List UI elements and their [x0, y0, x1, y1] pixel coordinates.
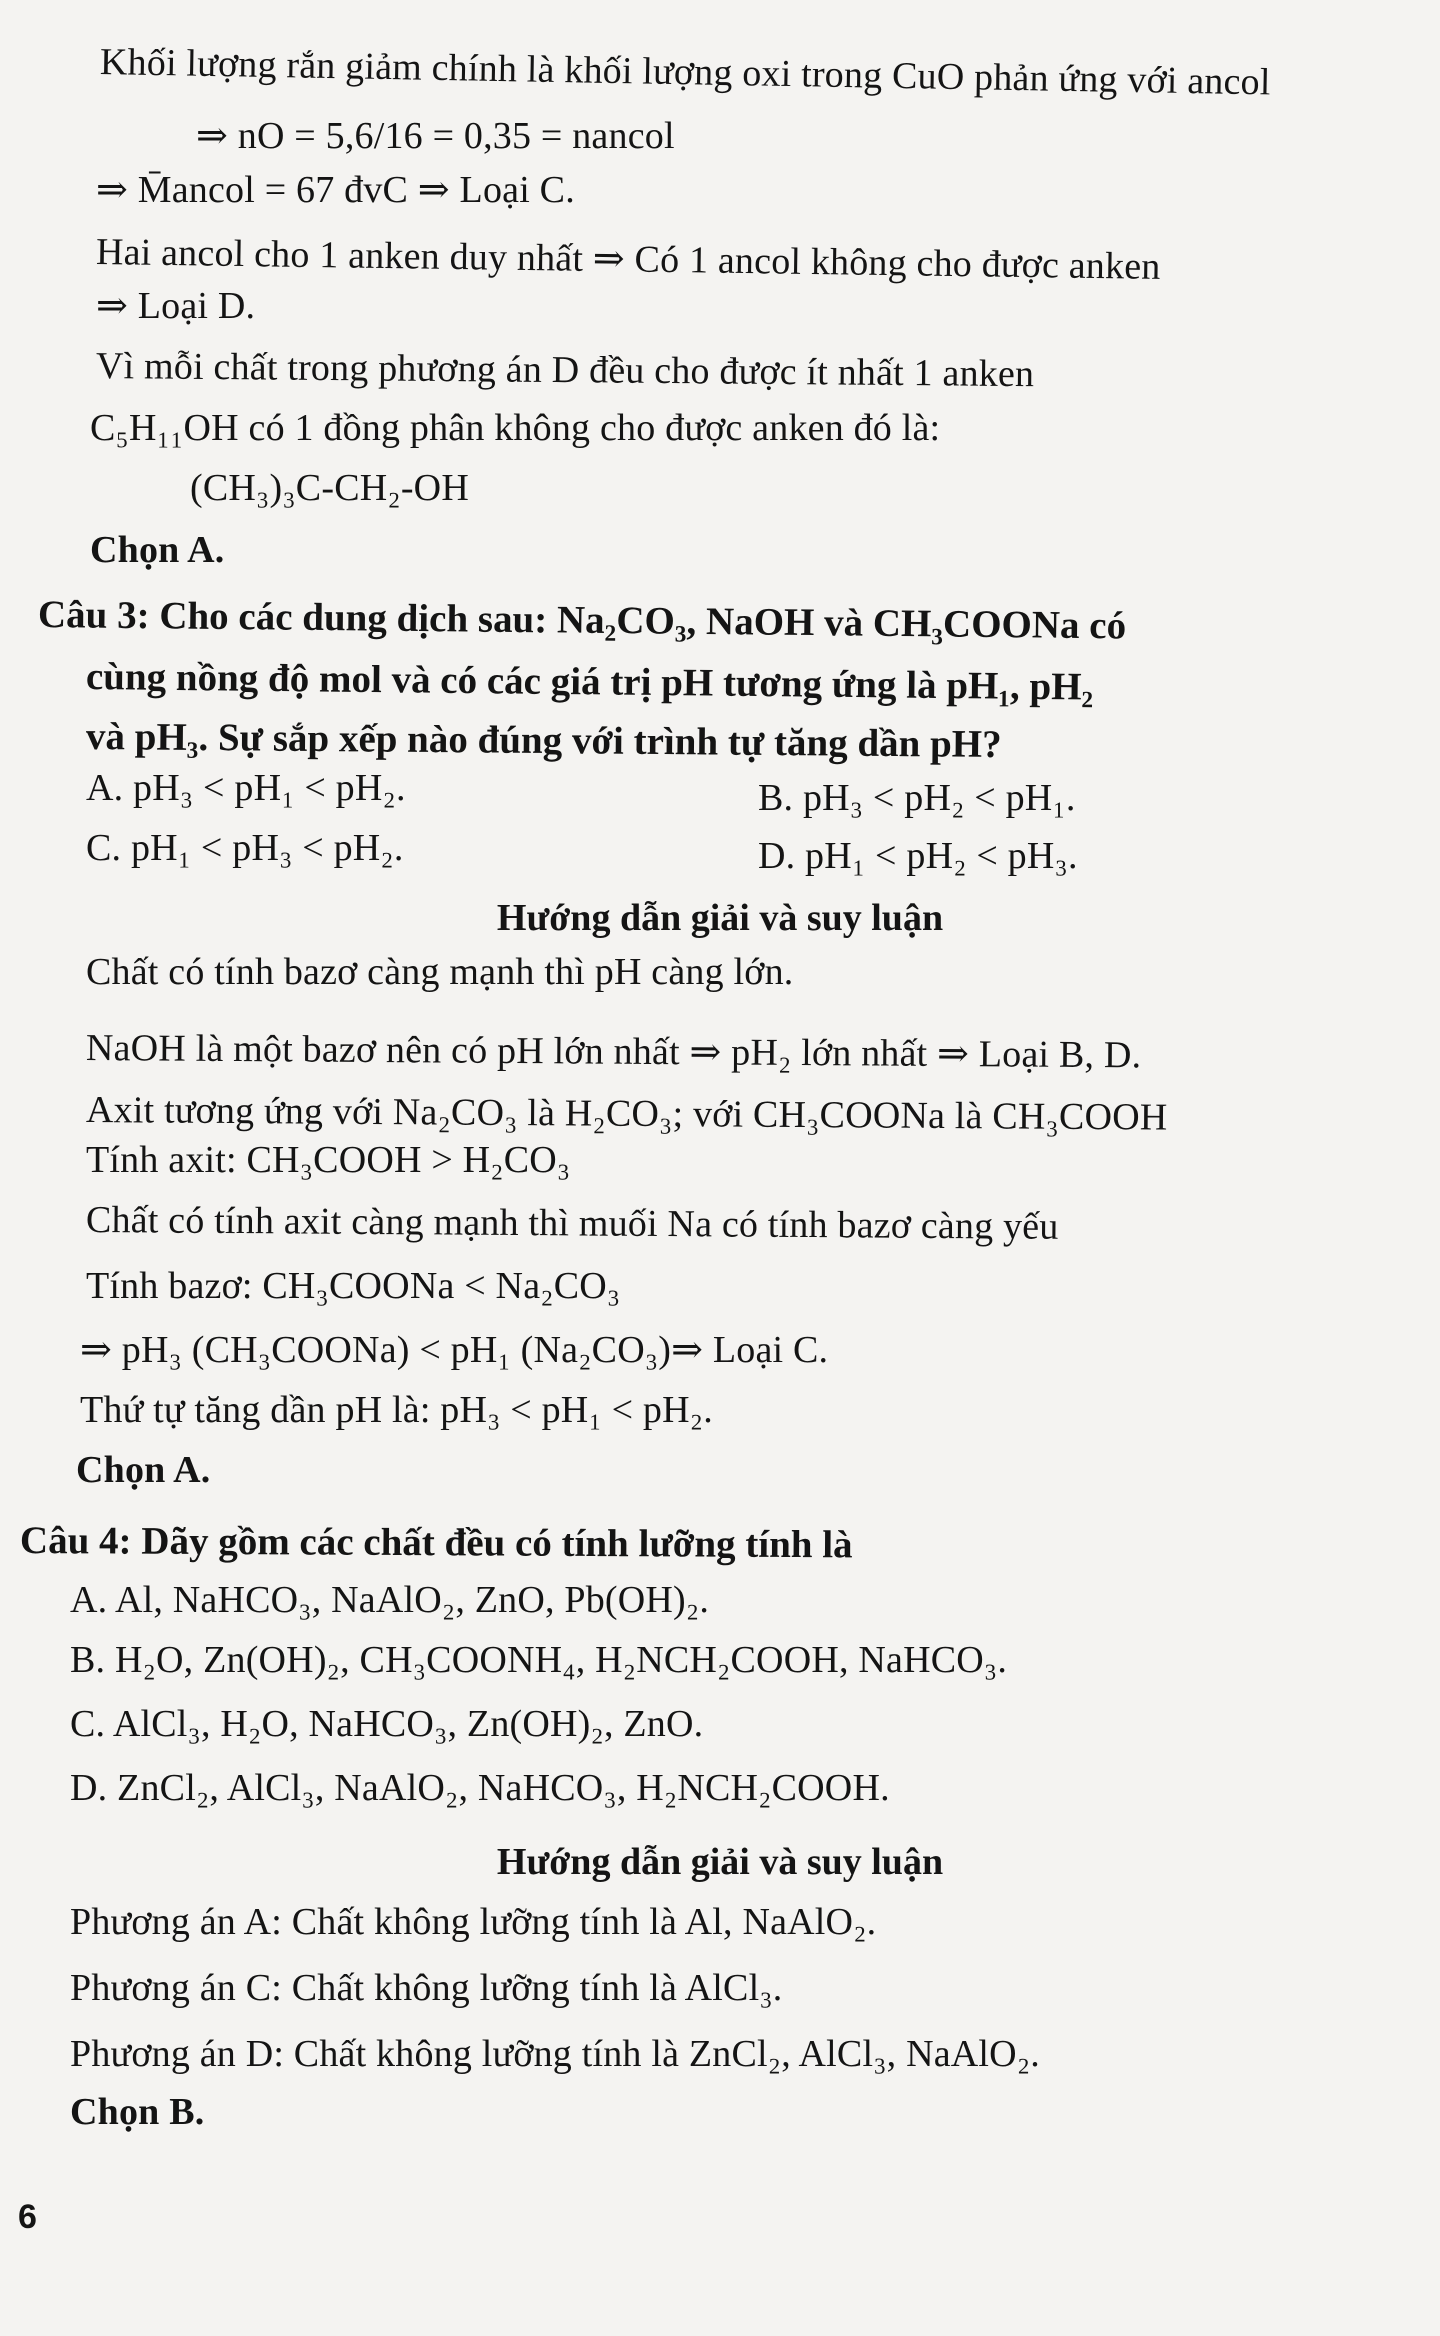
- option-a: A. pH₃ < pH₁ < pH₂.: [86, 767, 406, 809]
- question-3-text: Câu 3: Cho các dung dịch sau: Na₂CO₃, NaOH và CH₃COONa có: [37, 593, 1127, 648]
- option-c: C. AlCl₃, H₂O, NaHCO₃, Zn(OH)₂, ZnO.: [70, 1703, 704, 1745]
- option-d: D. pH₁ < pH₂ < pH₃.: [758, 835, 1078, 877]
- text-line: Chất có tính bazơ càng mạnh thì pH càng lớn.: [86, 951, 794, 993]
- text-line: Phương án D: Chất không lưỡng tính là ZnCl₂, AlCl₃, NaAlO₂.: [70, 2033, 1040, 2075]
- text-line: ⇒ M̄ancol = 67 đvC ⇒ Loại C.: [96, 169, 575, 211]
- text-line: (CH₃)₃C-CH₂-OH: [190, 467, 469, 509]
- text-line: ⇒ nO = 5,6/16 = 0,35 = nancol: [196, 115, 675, 157]
- text-line: Tính axit: CH₃COOH > H₂CO₃: [86, 1139, 571, 1181]
- text-line: Hai ancol cho 1 anken duy nhất ⇒ Có 1 ancol không cho được anken: [95, 231, 1161, 288]
- option-b: B. pH₃ < pH₂ < pH₁.: [758, 777, 1076, 819]
- text-line: Thứ tự tăng dần pH là: pH₃ < pH₁ < pH₂.: [80, 1389, 713, 1431]
- question-4-text: Câu 4: Dãy gồm các chất đều có tính lưỡng tính là: [19, 1519, 853, 1567]
- text-line: ⇒ pH₃ (CH₃COONa) < pH₁ (Na₂CO₃)⇒ Loại C.: [80, 1329, 829, 1371]
- option-c: C. pH₁ < pH₃ < pH₂.: [86, 827, 404, 869]
- question-3-text: và pH₃. Sự sắp xếp nào đúng với trình tự tăng dần pH?: [85, 715, 1002, 766]
- answer-text: Chọn A.: [76, 1449, 211, 1491]
- page-number: 6: [18, 2198, 37, 2236]
- text-line: NaOH là một bazơ nên có pH lớn nhất ⇒ pH₂ lớn nhất ⇒ Loại B, D.: [85, 1027, 1142, 1077]
- answer-text: Chọn B.: [70, 2091, 205, 2133]
- answer-text: Chọn A.: [90, 529, 225, 571]
- option-a: A. Al, NaHCO₃, NaAlO₂, ZnO, Pb(OH)₂.: [70, 1579, 710, 1621]
- text-line: Axit tương ứng với Na₂CO₃ là H₂CO₃; với CH₃COONa là CH₃COOH: [85, 1089, 1168, 1139]
- text-line: C₅H₁₁OH có 1 đồng phân không cho được anken đó là:: [90, 407, 941, 449]
- text-line: Phương án C: Chất không lưỡng tính là AlCl₃.: [70, 1967, 783, 2009]
- text-line: Tính bazơ: CH₃COONa < Na₂CO₃: [86, 1265, 621, 1307]
- option-b: B. H₂O, Zn(OH)₂, CH₃COONH₄, H₂NCH₂COOH, NaHCO₃.: [70, 1639, 1008, 1681]
- text-line: Phương án A: Chất không lưỡng tính là Al, NaAlO₂.: [70, 1901, 877, 1943]
- solution-heading: Hướng dẫn giải và suy luận: [496, 1841, 944, 1883]
- text-line: Vì mỗi chất trong phương án D đều cho được ít nhất 1 anken: [95, 345, 1035, 396]
- text-line: Chất có tính axit càng mạnh thì muối Na có tính bazơ càng yếu: [85, 1199, 1059, 1248]
- question-3-text: cùng nồng độ mol và có các giá trị pH tương ứng là pH₁, pH₂: [85, 655, 1094, 709]
- option-d: D. ZnCl₂, AlCl₃, NaAlO₂, NaHCO₃, H₂NCH₂COOH.: [70, 1767, 890, 1809]
- solution-heading: Hướng dẫn giải và suy luận: [496, 897, 944, 939]
- text-line: ⇒ Loại D.: [96, 285, 256, 327]
- text-line: Khối lượng rắn giảm chính là khối lượng oxi trong CuO phản ứng với ancol: [99, 41, 1271, 104]
